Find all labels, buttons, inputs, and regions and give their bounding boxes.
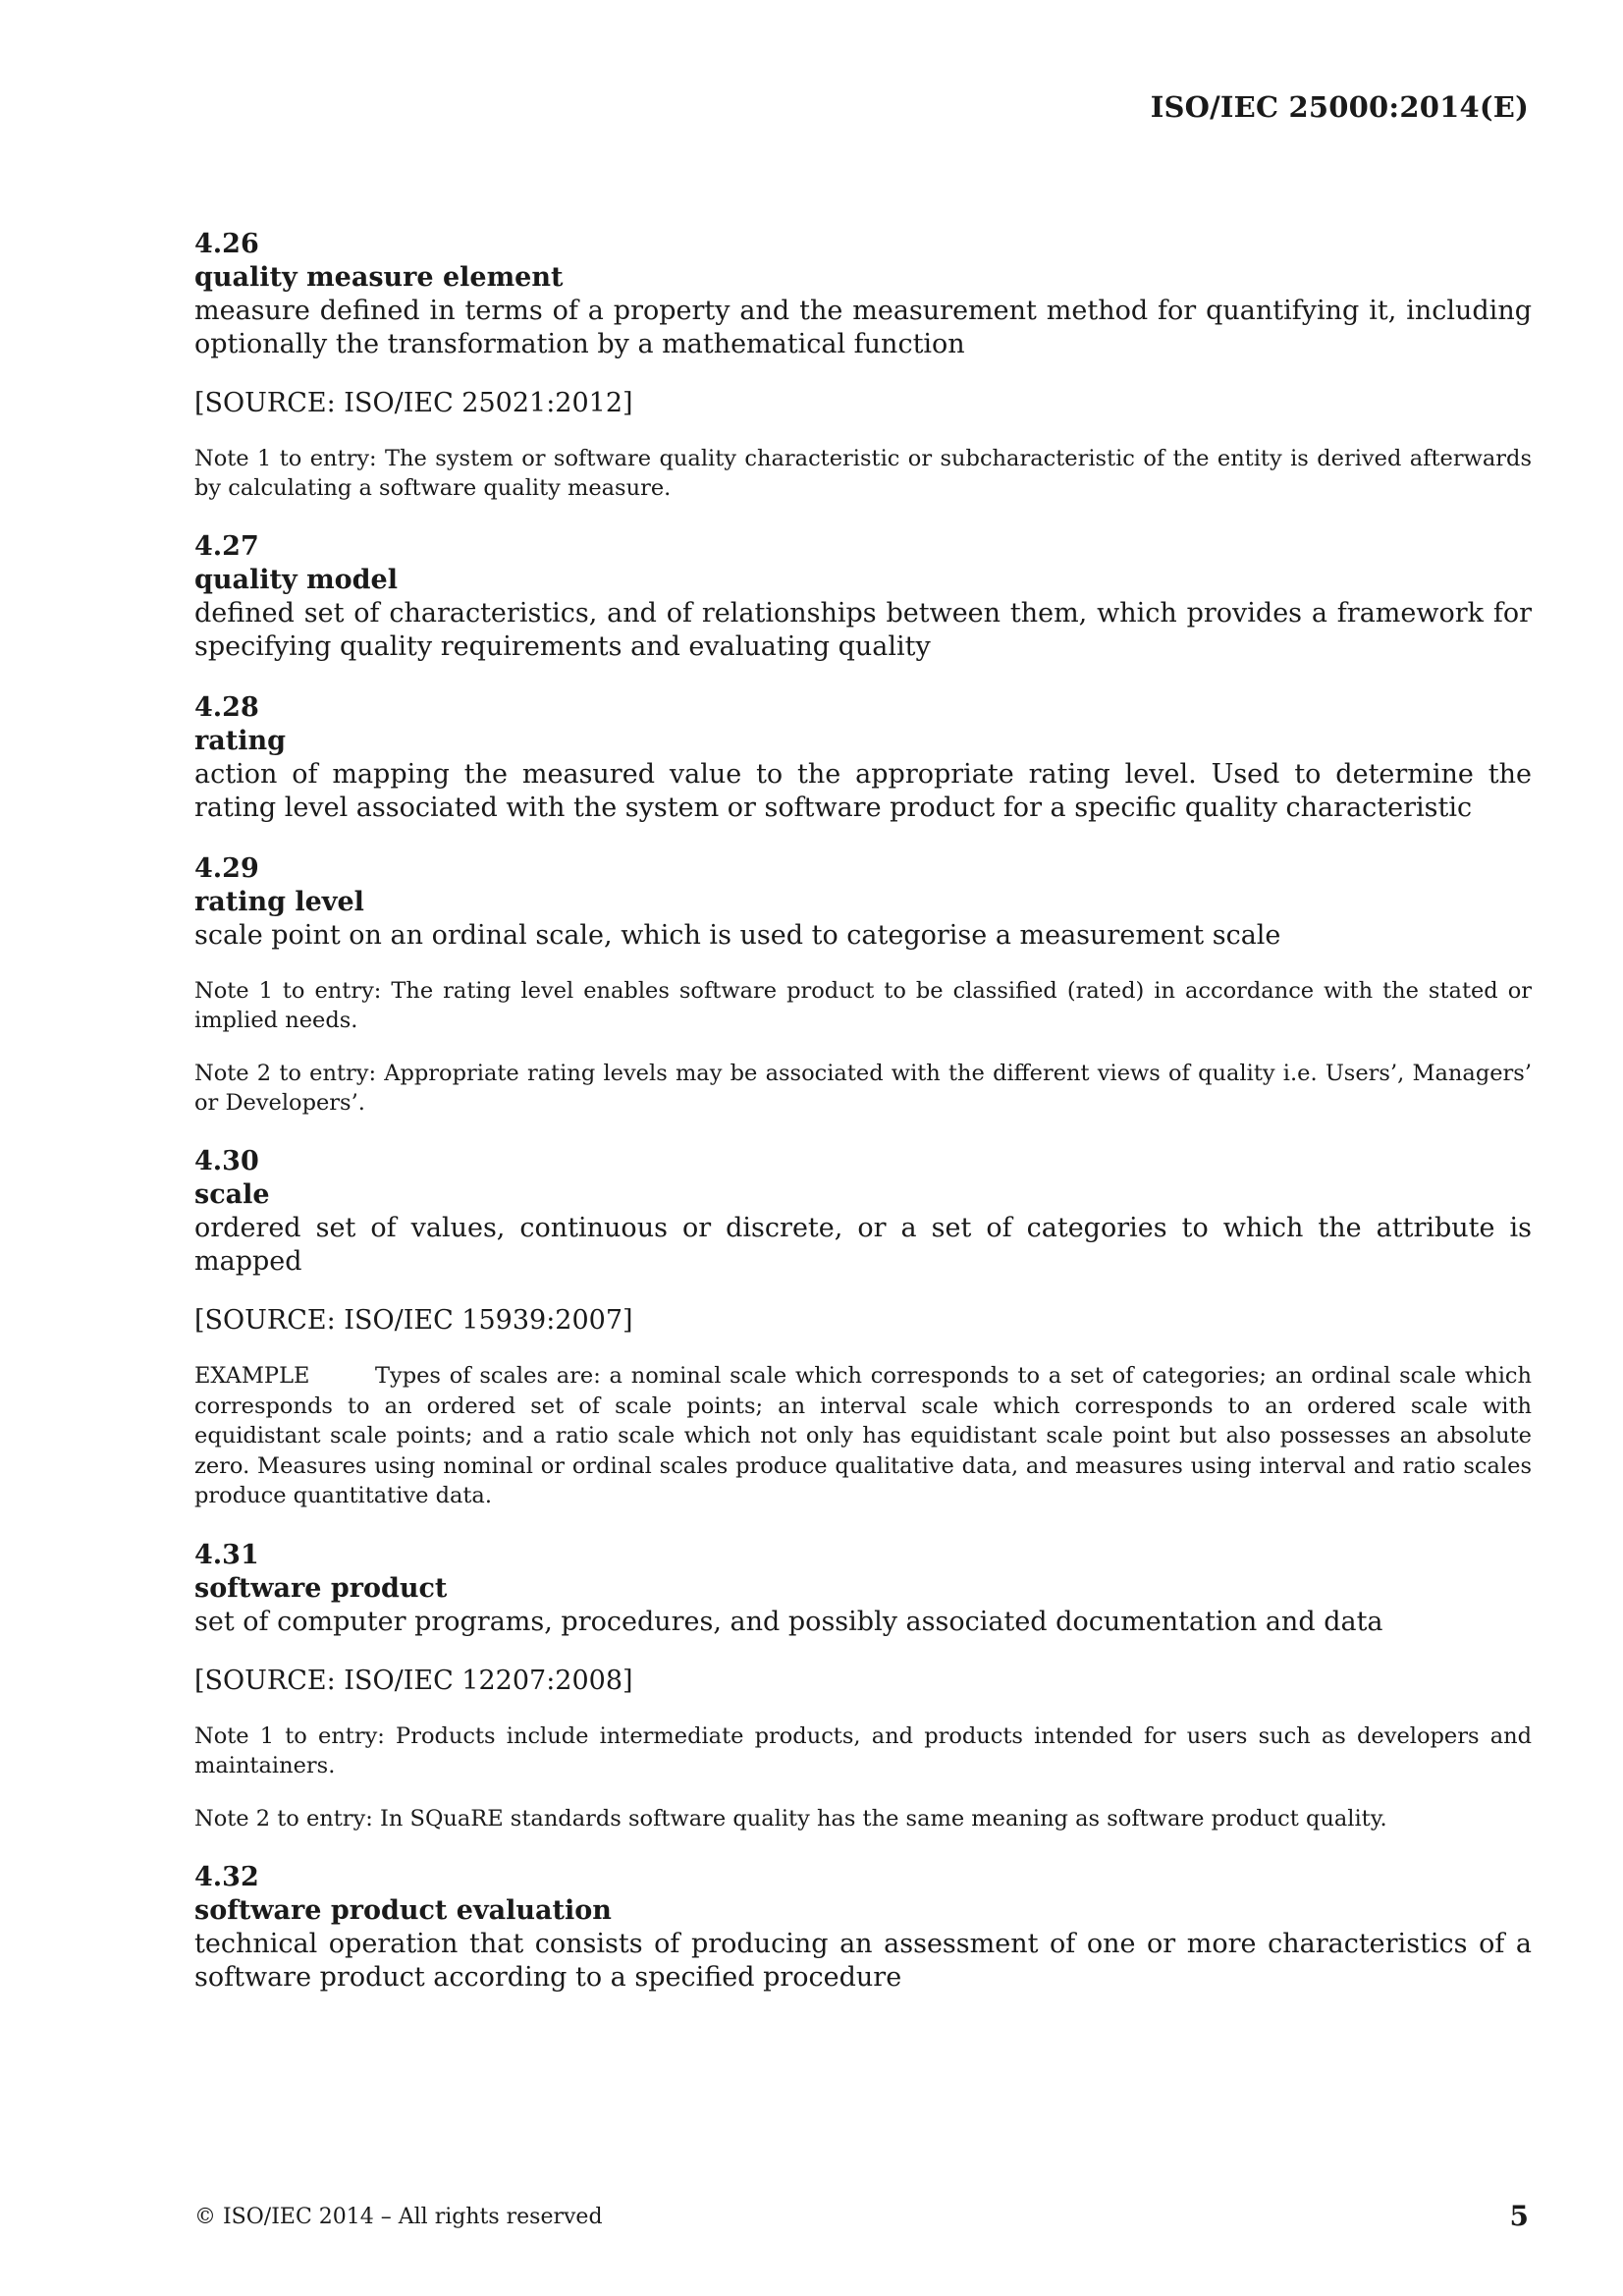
entry-4-31 (194, 1539, 1532, 1833)
entry-term: quality model (194, 565, 398, 595)
entry-source: [SOURCE: ISO/IEC 25021:2012] (194, 388, 633, 418)
entry-term: quality measure element (194, 262, 564, 293)
entry-definition: measure defined in terms of a property and the measurement method for quantifying it, including optionally the transformation by a mathematical function (194, 296, 1532, 359)
entry-4-26 (194, 228, 1532, 503)
entry-definition: defined set of characteristics, and of relationships between them, which provides a framework for specifying quality requirements and evaluating quality (194, 598, 1532, 662)
entry-note: Note 2 to entry: Appropriate rating levels may be associated with the different views of quality i.e. Users’, Managers’ or Developers’. (194, 1061, 1532, 1116)
entry-note: Note 1 to entry: Products include intermediate products, and products intended for users such as developers and maintainers. (194, 1722, 1532, 1778)
entry-definition: technical operation that consists of producing an assessment of one or more characteristics of a software product according to a specified procedure (194, 1928, 1532, 1993)
example-label: EXAMPLE (194, 1363, 310, 1389)
page-number: 5 (1509, 2200, 1529, 2232)
entry-source: [SOURCE: ISO/IEC 12207:2008] (194, 1665, 633, 1696)
entry-term: software product evaluation (194, 1894, 612, 1926)
entry-4-27 (194, 530, 1532, 664)
entry-4-30 (194, 1145, 1532, 1511)
entry-definition: scale point on an ordinal scale, which is used to categorise a measurement scale (194, 920, 1281, 951)
entry-number: 4.26 (194, 229, 259, 259)
entry-source: [SOURCE: ISO/IEC 15939:2007] (194, 1305, 633, 1336)
entry-number: 4.29 (194, 853, 259, 884)
entry-4-28 (194, 691, 1532, 825)
document-body (194, 228, 1532, 1995)
entry-number: 4.30 (194, 1146, 259, 1176)
footer-copyright: © ISO/IEC 2014 – All rights reserved (194, 2205, 603, 2229)
entry-term: software product (194, 1572, 448, 1604)
entry-note: Note 1 to entry: The system or software quality characteristic or subcharacteristic of the entity is derived afterwards by calculating a software quality measure. (194, 446, 1532, 501)
entry-number: 4.27 (194, 531, 259, 562)
entry-4-32 (194, 1861, 1532, 1995)
entry-term: rating (194, 726, 286, 756)
entry-number: 4.31 (194, 1539, 259, 1570)
entry-note: Note 2 to entry: In SQuaRE standards software quality has the same meaning as software product quality. (194, 1805, 1387, 1831)
entry-4-29 (194, 852, 1532, 1118)
entry-definition: action of mapping the measured value to the appropriate rating level. Used to determine the rating level associated with the system or software product for a specific quality characteristic (194, 759, 1532, 823)
entry-note: Note 1 to entry: The rating level enables software product to be classified (rated) in accordance with the stated or implied needs. (194, 978, 1532, 1033)
example-text: Types of scales are: a nominal scale which corresponds to a set of categories; an ordinal scale which corresponds to an ordered set of scale points; an interval scale which corresponds to an ordered scale with equidistant scale points; and a ratio scale which not only has equidistant scale point but also possesses an absolute zero. Measures using nominal or ordinal scales produce qualitative data, and measures using interval and ratio scales produce quantitative data. (194, 1363, 1532, 1508)
entry-number: 4.28 (194, 692, 259, 723)
entry-number: 4.32 (194, 1861, 259, 1892)
entry-term: scale (194, 1179, 270, 1210)
entry-term: rating level (194, 887, 364, 917)
entry-definition: set of computer programs, procedures, and possibly associated documentation and data (194, 1606, 1383, 1637)
document-header: ISO/IEC 25000:2014(E) (1150, 90, 1529, 124)
entry-definition: ordered set of values, continuous or discrete, or a set of categories to which the attribute is mapped (194, 1213, 1532, 1277)
entry-example (194, 1361, 1532, 1511)
